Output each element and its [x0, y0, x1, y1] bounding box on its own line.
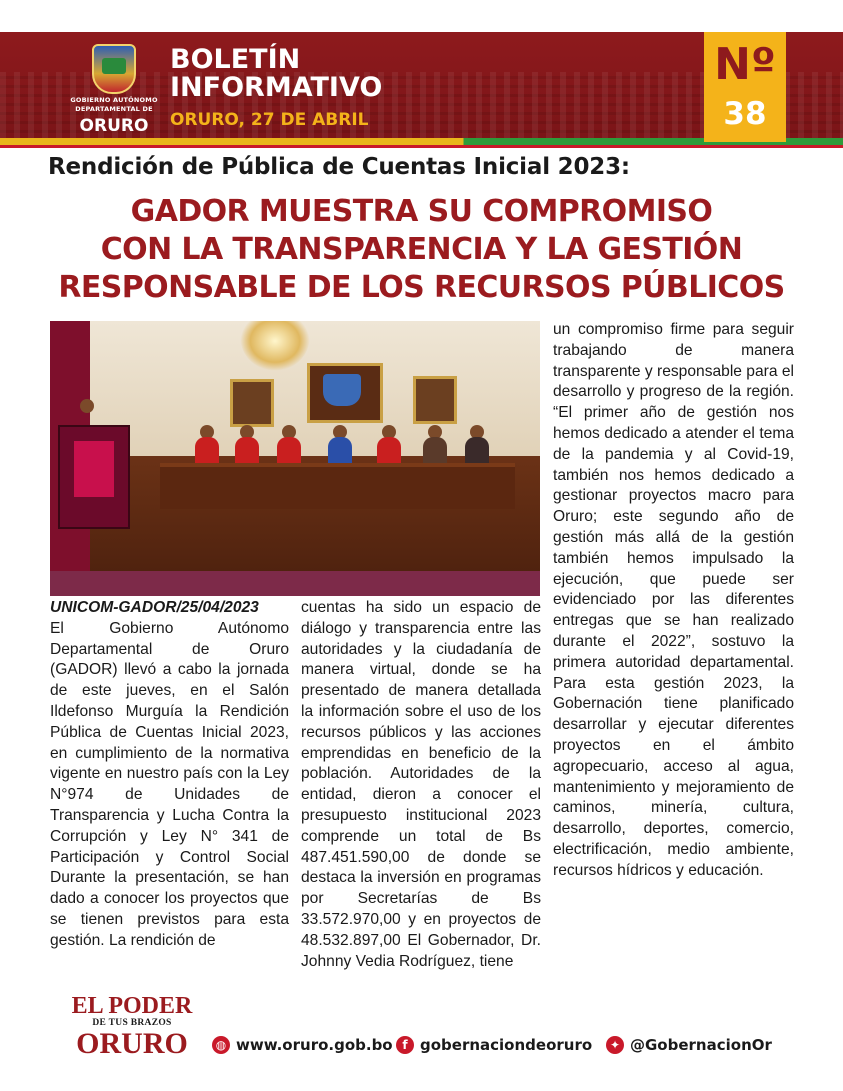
twitter-icon: ✦ — [606, 1036, 624, 1054]
bulletin-date: ORURO, 27 DE ABRIL — [170, 110, 369, 130]
website-link[interactable] — [212, 1036, 393, 1054]
logo-line-1: GOBIERNO AUTÓNOMO — [70, 96, 158, 104]
national-crest — [307, 363, 383, 423]
coat-of-arms-icon — [92, 44, 136, 94]
headline-line-2: CON LA TRANSPARENCIA Y LA GESTIÓN — [100, 232, 743, 267]
portrait-frame — [413, 376, 457, 424]
facebook-icon: f — [396, 1036, 414, 1054]
bulletin-title-line2: INFORMATIVO — [170, 72, 383, 103]
article-text-1: El Gobierno Autónomo Departamental de Oruro (GADOR) llevó a cabo la jornada de este jueves, en el Salón Ildefonso Murguía la Rendición Pública de Cuentas Inicial 2023, en cumplimiento de la normativa vigente en nuestro país con la Ley N°974 de Unidades de Transparencia y Lucha Contra la Corrupción y Ley N° 341 de Participación y Control Social Durante la presentación, se han dado a conocer los proyectos que se tienen previstos para esta gestión. La rendición de — [50, 619, 289, 949]
podium — [58, 425, 130, 529]
campaign-logo-line1: EL PODER — [71, 993, 193, 1019]
logo-city: ORURO — [79, 116, 149, 136]
bulletin-title-line1: BOLETÍN — [170, 44, 301, 75]
event-photo — [50, 321, 540, 596]
red-stripe — [0, 145, 843, 148]
headline-line-1: GADOR MUESTRA SU COMPROMISO — [130, 194, 713, 229]
conference-table — [160, 463, 515, 509]
article-column-1 — [50, 598, 289, 952]
bulletin-title — [170, 46, 382, 102]
twitter-text: @GobernacionOr — [630, 1036, 772, 1054]
article-byline: UNICOM-GADOR/25/04/2023 — [50, 599, 259, 616]
floor — [50, 571, 540, 596]
facebook-link[interactable] — [396, 1036, 592, 1054]
twitter-link[interactable] — [606, 1036, 772, 1054]
article-column-3 — [553, 320, 794, 882]
article-column-2 — [301, 598, 541, 972]
issue-number-symbol: Nº — [714, 39, 776, 90]
portrait-frame — [230, 379, 274, 427]
article-kicker: Rendición de Pública de Cuentas Inicial 2023: — [48, 154, 630, 180]
campaign-logo — [62, 994, 202, 1059]
issue-number-box — [704, 32, 786, 142]
article-text-2: cuentas ha sido un espacio de diálogo y transparencia entre las autoridades y la ciudadanía de manera virtual, donde se ha presentado de manera detallada la información sobre el uso de los recursos públicos y las acciones emprendidas en beneficio de la población. Autoridades de la entidad, dieron a conocer el presupuesto institucional 2023 comprende un total de Bs 487.451.590,00 de donde se destaca la inversión en programas por Secretarías de Bs 33.572.970,00 y en proyectos de 48.532.897,00 El Gobernador, Dr. Johnny Vedia Rodríguez, tiene — [301, 599, 541, 970]
issue-number: 38 — [723, 96, 767, 132]
campaign-logo-line2: DE TUS BRAZOS — [92, 1018, 172, 1028]
article-headline — [30, 193, 813, 307]
campaign-logo-line3: ORURO — [76, 1027, 188, 1060]
government-logo — [62, 44, 166, 136]
facebook-text: gobernaciondeoruro — [420, 1036, 593, 1054]
website-text: www.oruro.gob.bo — [236, 1036, 393, 1054]
article-text-3: un compromiso firme para seguir trabajando de manera transparente y responsable para el desarrollo y progreso de la región. “El primer año de gestión nos hemos dedicado a atender el tema de la pandemia y al Covid-19, también nos hemos dedicado a gestionar proyectos macro para Oruro; este segundo año de gestión más allá de la gestión también hemos impulsado la ejecución, que puede ser evidenciado por las diferentes entregas que se han realizado durante el 2022”, sostuvo la primera autoridad departamental. Para esta gestión 2023, la Gobernación tiene planificado desarrollar y ejecutar diferentes proyectos en el ámbito agropecuario, acceso al agua, mantenimiento y mejoramiento de caminos, minería, cultura, desarrollo, deportes, comercio, electrificación, medio ambiente, recursos hídricos y educación. — [553, 321, 794, 879]
logo-line-2: DEPARTAMENTAL DE — [75, 105, 153, 113]
headline-line-3: RESPONSABLE DE LOS RECURSOS PÚBLICOS — [58, 270, 785, 305]
globe-icon: ◍ — [212, 1036, 230, 1054]
